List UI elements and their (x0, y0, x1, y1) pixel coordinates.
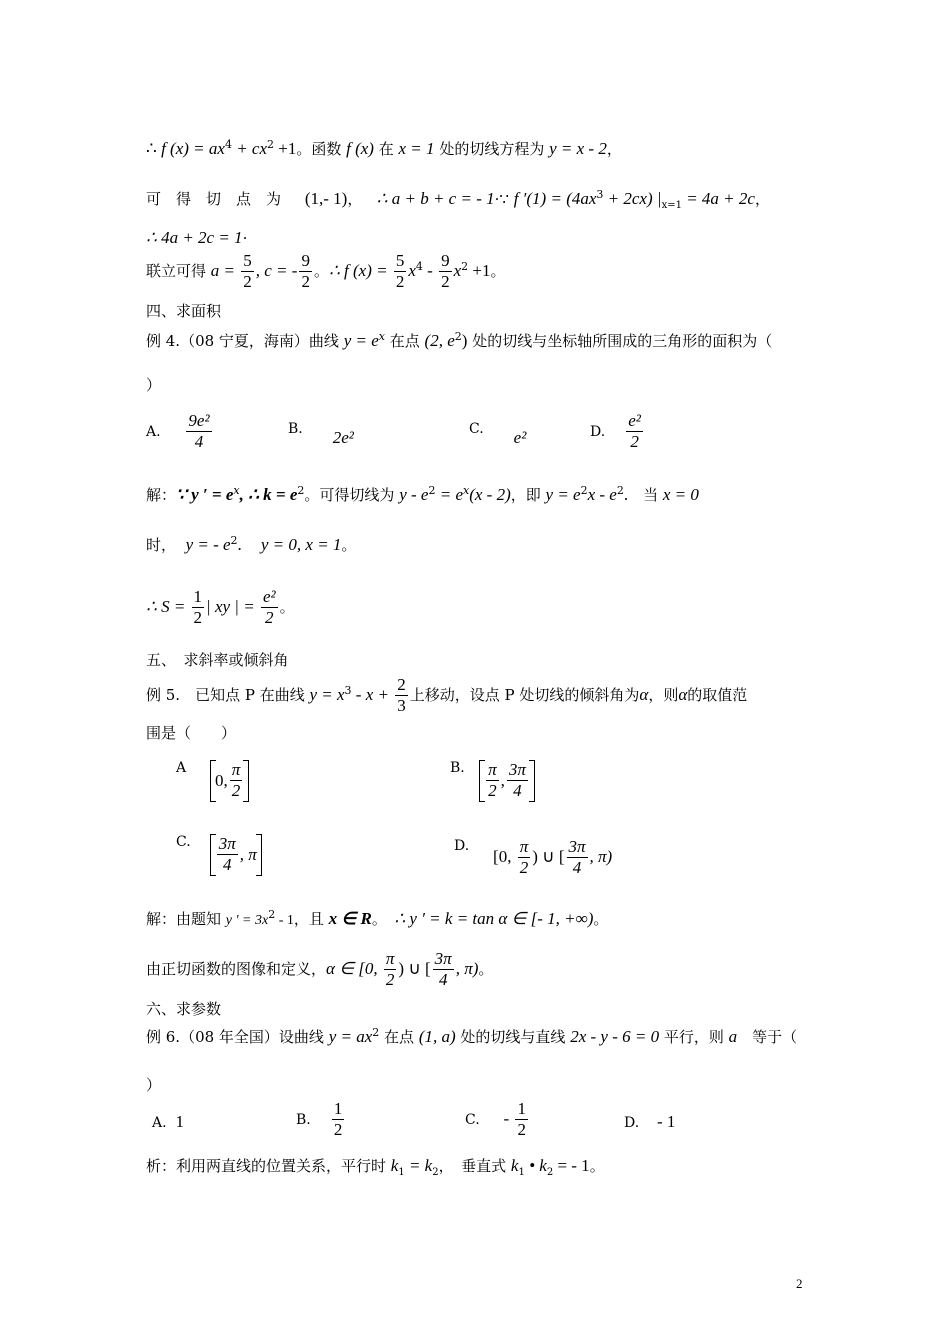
math: y - e (399, 485, 429, 504)
text: 等于（ (737, 1028, 798, 1046)
sub: 1 (398, 1167, 405, 1178)
text: 上移动，设点 P 处切线的倾斜角为 (409, 686, 640, 705)
num: 3π (508, 759, 526, 779)
fraction (332, 1100, 345, 1140)
text: 的取值范 (687, 686, 748, 705)
math: x = 0 (662, 485, 699, 504)
option-d[interactable] (454, 838, 612, 878)
den: 2 (193, 607, 203, 627)
sup: 4 (224, 138, 232, 151)
fraction (439, 252, 452, 292)
fraction (217, 835, 238, 875)
option-value: 2e² (332, 428, 354, 447)
den: 2 (519, 857, 529, 877)
interval-start: [0, (493, 847, 516, 867)
num: 9 (441, 251, 450, 270)
fraction (515, 1100, 528, 1140)
fraction (186, 412, 211, 452)
text: 。 (371, 910, 395, 928)
fraction (395, 676, 408, 716)
fraction (626, 412, 643, 452)
option-c[interactable] (176, 834, 262, 876)
option-value: e² (513, 428, 527, 447)
fraction (299, 252, 312, 292)
sub: 1 (518, 1167, 525, 1178)
example-6-question (146, 1026, 797, 1047)
math: α (639, 685, 649, 705)
option-label: D. (454, 838, 470, 854)
den: 2 (333, 1119, 343, 1139)
text: 当 (628, 486, 663, 504)
solution-line-3 (146, 228, 247, 248)
text: 平行，则 (659, 1028, 729, 1046)
option-label: A. (146, 424, 161, 441)
option-a[interactable] (146, 412, 214, 452)
den: 2 (265, 607, 274, 627)
solution-line-1 (146, 138, 622, 159)
sub: 2 (546, 1167, 554, 1178)
sup: 2 (616, 484, 624, 497)
text: 。 (589, 1157, 605, 1175)
den: 2 (488, 780, 497, 800)
math: y = e (343, 331, 379, 350)
solution-5-line-1 (146, 908, 608, 930)
sub: 2 (432, 1167, 439, 1178)
option-a[interactable] (152, 1112, 184, 1132)
den: 2 (441, 271, 450, 291)
text: 在 (373, 140, 399, 158)
option-c[interactable] (469, 418, 527, 447)
sign: - (503, 1109, 514, 1129)
num: 1 (193, 587, 203, 606)
interval-end: , π) (589, 847, 613, 867)
math: α (678, 685, 688, 705)
example-5-question (146, 676, 747, 716)
den: 4 (194, 431, 204, 451)
solution-4-line-3 (146, 588, 295, 628)
sup: x (233, 484, 240, 497)
solution-line-4 (146, 252, 505, 292)
text: 。 (593, 910, 609, 928)
text: 。可得切线为 (304, 486, 400, 504)
num: 9e² (188, 411, 210, 430)
solution-5-line-2 (146, 950, 493, 990)
sub: x=1 (661, 200, 682, 211)
math: (2, e (424, 331, 455, 350)
sup: 3 (344, 684, 352, 698)
fraction (230, 761, 243, 801)
math: ∵ y ′ = e (176, 485, 234, 504)
math: ∴ f (x) = (328, 261, 392, 281)
num: π (519, 837, 529, 856)
option-label: A. (152, 1115, 167, 1131)
option-label: B. (296, 1112, 311, 1129)
sup: 2 (268, 908, 276, 921)
math: α ∈ [0, (326, 959, 382, 979)
sup: x (463, 484, 470, 497)
math: (1,- 1) (304, 189, 348, 208)
den: 4 (223, 854, 232, 874)
section-heading-6: 六、求参数 (146, 1000, 222, 1018)
math: , c = - (255, 261, 298, 281)
sup: 2 (461, 260, 469, 274)
math: f (x) (346, 139, 374, 158)
math: (x - 2) (469, 485, 511, 504)
num: 5 (243, 251, 252, 270)
math: x (453, 261, 462, 281)
sup: 2 (372, 1026, 380, 1039)
math: k (390, 1156, 399, 1175)
fraction (433, 950, 454, 990)
math: = - 1 (553, 1156, 590, 1175)
text: 联立可得 (146, 262, 211, 281)
sup: 3 (596, 188, 604, 201)
text: 。 (478, 960, 494, 979)
math: , ∴ k = e (239, 485, 298, 504)
fraction (192, 588, 205, 628)
math: , π) (455, 959, 479, 979)
math: y = x - 2 (549, 139, 607, 158)
text: 。 (490, 262, 506, 281)
text: 解：由题知 (146, 910, 226, 928)
math: • k (524, 1156, 547, 1175)
math: f ′(1) = (4ax (513, 189, 597, 208)
math: - 1 (275, 913, 294, 928)
math: y = - e (185, 535, 231, 554)
text: 处的切线方程为 (434, 140, 550, 158)
math: y = 0, x = 1 (260, 535, 342, 554)
text: 由正切函数的图像和定义， (146, 960, 327, 979)
sup: 2 (580, 484, 588, 497)
sup: 2 (230, 534, 238, 547)
text: 。函数 (296, 140, 347, 158)
math: ) ∪ [ (398, 959, 431, 979)
option-label: D. (590, 424, 606, 441)
math-fx: f (x) = ax (161, 139, 225, 158)
fraction (518, 838, 531, 878)
solution-4-line-1 (146, 484, 699, 505)
text: 。 (313, 262, 329, 281)
sup: 2 (297, 484, 305, 497)
den: 2 (517, 1119, 526, 1139)
option-a[interactable] (176, 760, 249, 802)
interval-end: , π (239, 844, 257, 864)
math: +1 (468, 261, 491, 281)
option-c[interactable] (465, 1100, 530, 1140)
fraction (486, 761, 499, 801)
den: 2 (630, 431, 639, 451)
math: k (510, 1156, 519, 1175)
num: e² (262, 587, 276, 606)
example-6-bracket-close: ） (146, 1076, 162, 1094)
math: y = ax (328, 1027, 373, 1046)
fraction (241, 252, 254, 292)
option-label: D. (624, 1115, 640, 1131)
math: + 2cx) | (603, 189, 662, 208)
den: 2 (231, 780, 241, 800)
num: 1 (333, 1099, 343, 1118)
sup: 4 (415, 260, 423, 274)
den: 3 (397, 695, 406, 715)
option-b[interactable] (450, 760, 535, 802)
sup: x (378, 330, 385, 343)
text: ， (347, 190, 363, 208)
text: 可 得 切 点 为 (146, 190, 282, 208)
num: 3π (568, 837, 586, 856)
text: 例 5. 已知点 P 在曲线 (146, 686, 310, 705)
text: ， 垂直式 (438, 1157, 511, 1175)
section-heading-5: 五、 求斜率或倾斜角 (146, 651, 289, 669)
example-4-question (146, 330, 772, 351)
math: 2x - y - 6 = 0 (570, 1027, 660, 1046)
sup: 2 (454, 330, 462, 343)
option-label: C. (176, 834, 191, 850)
text: 处的切线与直线 (455, 1028, 571, 1046)
fraction (394, 252, 407, 292)
math: ∴ a + b + c = - 1 (376, 189, 495, 208)
math: ∴ 4a + 2c = 1 (146, 228, 243, 247)
den: 4 (513, 780, 522, 800)
interval-start: 0, (214, 770, 228, 790)
num: 5 (395, 251, 405, 270)
text: · (242, 229, 248, 247)
math: +1 (274, 139, 297, 158)
interval-bracket (479, 760, 535, 802)
math: . (237, 535, 242, 554)
text: 在点 (379, 1028, 419, 1046)
text: 处的切线与坐标轴所围成的三角形的面积为（ (467, 332, 773, 350)
math: y = x (309, 685, 345, 705)
den: 4 (572, 857, 582, 877)
num: 3π (218, 833, 236, 853)
math: ∴ S = (146, 597, 190, 617)
text: 在点 (385, 332, 425, 350)
math: = k (404, 1156, 433, 1175)
math: - x + (351, 685, 394, 705)
den: 4 (438, 969, 448, 989)
solution-line-2 (146, 188, 770, 212)
fraction (261, 588, 278, 628)
union: ) ∪ [ (532, 847, 565, 867)
num: π (385, 949, 395, 968)
option-label: B. (288, 421, 303, 437)
comma: , (500, 770, 505, 790)
math: y ′ = 3x (225, 913, 269, 928)
math: ∴ y ′ = k = tan α ∈ [- 1, +∞) (394, 909, 594, 928)
math: x (408, 261, 416, 281)
math: | xy | = (206, 597, 259, 617)
interval-bracket (210, 760, 249, 802)
den: 2 (385, 969, 395, 989)
option-value: 1 (175, 1112, 184, 1131)
text: 例 4.（08 宁夏，海南）曲线 (146, 332, 344, 350)
interval-bracket (210, 834, 262, 876)
num: 2 (397, 675, 406, 694)
text: 时， (146, 536, 177, 554)
section-heading-4: 四、求面积 (146, 302, 222, 320)
fraction (507, 761, 528, 801)
text: 解： (146, 486, 177, 504)
solution-4-line-2 (146, 534, 356, 555)
num: π (231, 759, 241, 779)
num: e² (628, 411, 641, 430)
math: x ∈ R (328, 909, 372, 928)
option-b[interactable] (296, 1100, 346, 1140)
num: 1 (517, 1099, 526, 1118)
math: a = (210, 261, 240, 281)
den: 2 (395, 271, 405, 291)
therefore-symbol: ∴ (146, 139, 162, 158)
math: x = 1 (398, 139, 435, 158)
option-label: C. (465, 1112, 480, 1129)
num: π (488, 759, 497, 779)
num: 9 (301, 251, 310, 270)
math: - (422, 261, 438, 281)
solution-6-line (146, 1156, 605, 1179)
text: ， (754, 190, 770, 208)
math: a (728, 1027, 738, 1046)
math: (1, a) (418, 1027, 456, 1046)
math: x - e (587, 485, 617, 504)
example-4-bracket-close: ） (146, 376, 162, 394)
option-b[interactable] (288, 418, 354, 447)
math: . (623, 485, 629, 504)
math: ) (461, 331, 468, 350)
option-value: - 1 (657, 1112, 676, 1131)
sup: 2 (428, 484, 436, 497)
example-5-question-cont: 围是（ ） (146, 724, 237, 742)
option-label: C. (469, 421, 484, 437)
fraction (567, 838, 588, 878)
text: 析：利用两直线的位置关系，平行时 (146, 1157, 391, 1175)
text: ，即 (510, 486, 546, 504)
text: ，则 (648, 686, 679, 705)
fraction (384, 950, 397, 990)
math: y = e (545, 485, 581, 504)
text: ， (606, 140, 622, 158)
text: 例 6.（08 年全国）设曲线 (146, 1028, 329, 1046)
math: + cx (231, 139, 267, 158)
sup: 2 (267, 138, 274, 151)
text: ·∵ (494, 190, 514, 208)
option-d[interactable] (624, 1112, 675, 1132)
math: = 4a + 2c (681, 189, 755, 208)
text: 。 (341, 536, 357, 554)
num: 3π (434, 949, 452, 968)
text: 。 (279, 598, 295, 617)
den: 2 (243, 271, 252, 291)
den: 2 (301, 271, 310, 291)
option-label: A (176, 760, 187, 776)
option-d[interactable] (590, 412, 645, 452)
option-label: B. (450, 760, 465, 776)
text: ，且 (293, 910, 329, 928)
math: = e (435, 485, 463, 504)
page-number: 2 (796, 1276, 803, 1291)
